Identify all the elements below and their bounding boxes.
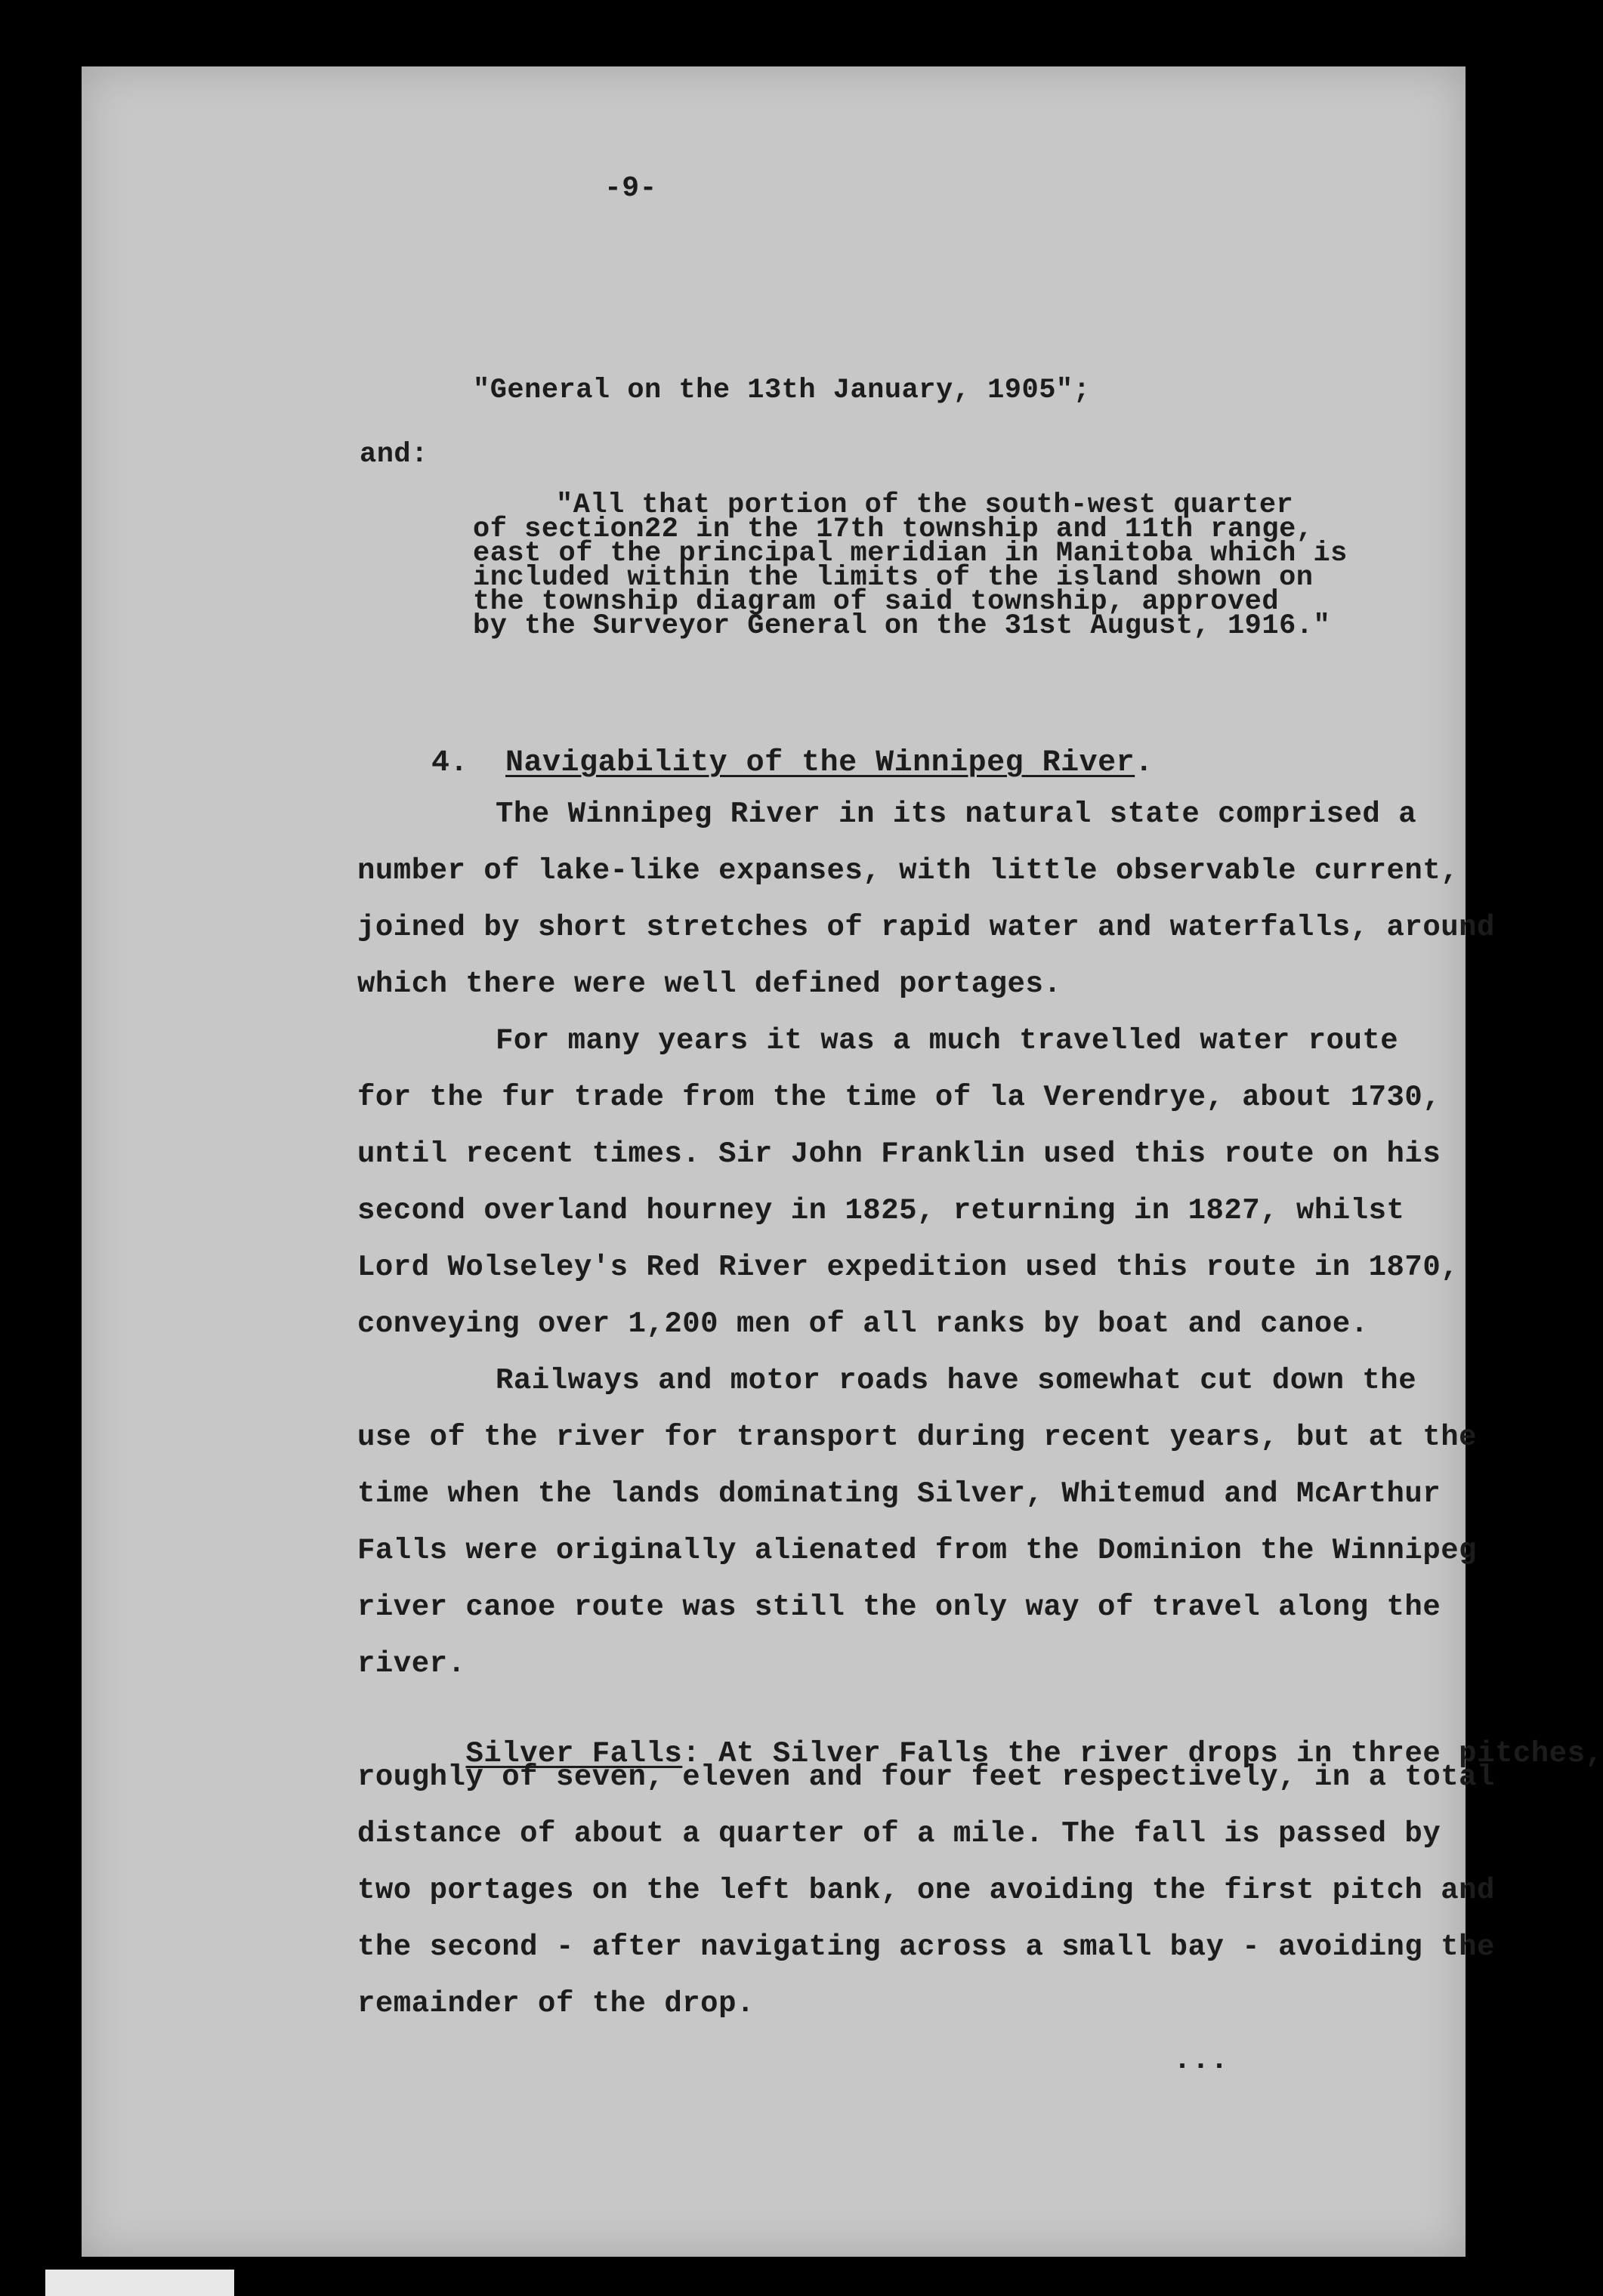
paragraph-line: for the fur trade from the time of la Verendrye, about 1730, [357,1081,1441,1114]
paragraph-line: Lord Wolseley's Red River expedition used this route in 1870, [357,1251,1459,1284]
page-number: -9- [604,172,657,205]
continuation-mark: ... [1173,2044,1229,2078]
paragraph-line: remainder of the drop. [357,1987,755,2020]
paragraph-line: number of lake-like expanses, with little observable current, [357,854,1459,887]
paragraph-line: river. [357,1647,466,1680]
film-edge-label [45,2270,234,2296]
paragraph-line: which there were well defined portages. [357,967,1062,1001]
paragraph-line: the second - after navigating across a small bay - avoiding the [357,1930,1495,1964]
paragraph-line: Railways and motor roads have somewhat cut down the [496,1364,1417,1397]
paragraph-line: time when the lands dominating Silver, Whitemud and McArthur [357,1477,1441,1511]
silver-falls-label: Silver Falls [465,1737,683,1770]
paragraph-line: until recent times. Sir John Franklin used this route on his [357,1137,1441,1171]
paragraph-line: river canoe route was still the only way of travel along the [357,1591,1441,1624]
paragraph-line: use of the river for transport during recent years, but at the [357,1421,1478,1454]
quote-line: "All that portion of the south-west quarter [556,489,1294,521]
quote-line: of section22 in the 17th township and 11th range, [473,514,1314,545]
paragraph-line: roughly of seven, eleven and four feet respectively, in a total [357,1761,1495,1794]
quote-end-line: "General on the 13th January, 1905"; [473,375,1091,406]
silver-falls-first-line-rest: At Silver Falls the river drops in three pitches, [700,1737,1603,1770]
quote-line: by the Surveyor General on the 31st August, 1916." [473,610,1331,642]
section-number: 4. [431,746,469,780]
paragraph-line: conveying over 1,200 men of all ranks by boat and canoe. [357,1307,1369,1341]
silver-falls-colon: : [682,1737,701,1770]
quote-line: east of the principal meridian in Manitoba which is [473,538,1348,569]
document-page [82,66,1603,2257]
and-label: and: [360,439,428,471]
section-title-period: . [1135,746,1154,780]
paragraph-line: distance of about a quarter of a mile. The fall is passed by [357,1817,1441,1850]
paragraph-line: For many years it was a much travelled water route [496,1024,1399,1057]
quote-line: the township diagram of said township, approved [473,586,1280,618]
paragraph-line: The Winnipeg River in its natural state comprised a [496,798,1417,831]
quote-line: included within the limits of the island shown on [473,562,1314,594]
paragraph-line: Falls were originally alienated from the Dominion the Winnipeg [357,1534,1478,1567]
paragraph-line: two portages on the left bank, one avoiding the first pitch and [357,1874,1495,1907]
paragraph-line: second overland hourney in 1825, returning in 1827, whilst [357,1194,1405,1227]
paragraph-line: joined by short stretches of rapid water and waterfalls, around [357,911,1495,944]
section-title: Navigability of the Winnipeg River [505,746,1135,780]
